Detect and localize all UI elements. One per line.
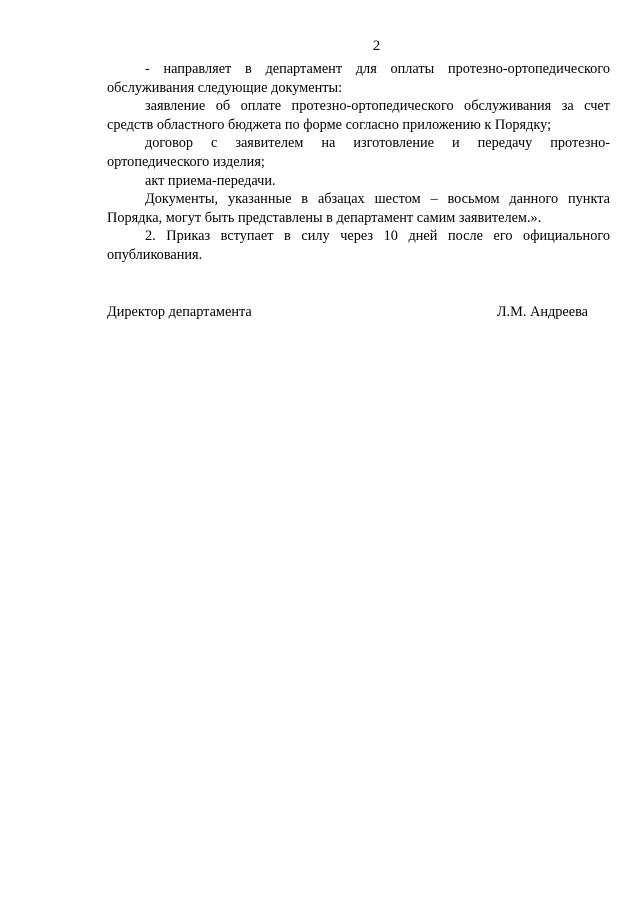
paragraph-order-effective: 2. Приказ вступает в силу через 10 дней после его официального опубликования.: [107, 228, 610, 263]
page-number: 2: [372, 38, 381, 54]
signatory-position: Директор департамента: [107, 304, 252, 320]
paragraph-payment-application: заявление об оплате протезно-ортопедического обслуживания за счет средств областного бюджета по форме согласно приложению к Порядку;: [107, 98, 610, 133]
document-body: [107, 60, 610, 265]
paragraph-contract: договор с заявителем на изготовление и передачу протезно-ортопедического изделия;: [107, 135, 610, 170]
paragraph-documents-note: Документы, указанные в абзацах шестом – восьмом данного пункта Порядка, могут быть представлены в департамент самим заявителем.».: [107, 191, 610, 226]
paragraph-documents-intro: - направляет в департамент для оплаты протезно-ортопедического обслуживания следующие документы:: [107, 61, 610, 96]
signature-block: [107, 303, 588, 322]
signatory-name: Л.М. Андреева: [496, 304, 588, 320]
paragraph-transfer-act: акт приема-передачи.: [145, 172, 276, 189]
